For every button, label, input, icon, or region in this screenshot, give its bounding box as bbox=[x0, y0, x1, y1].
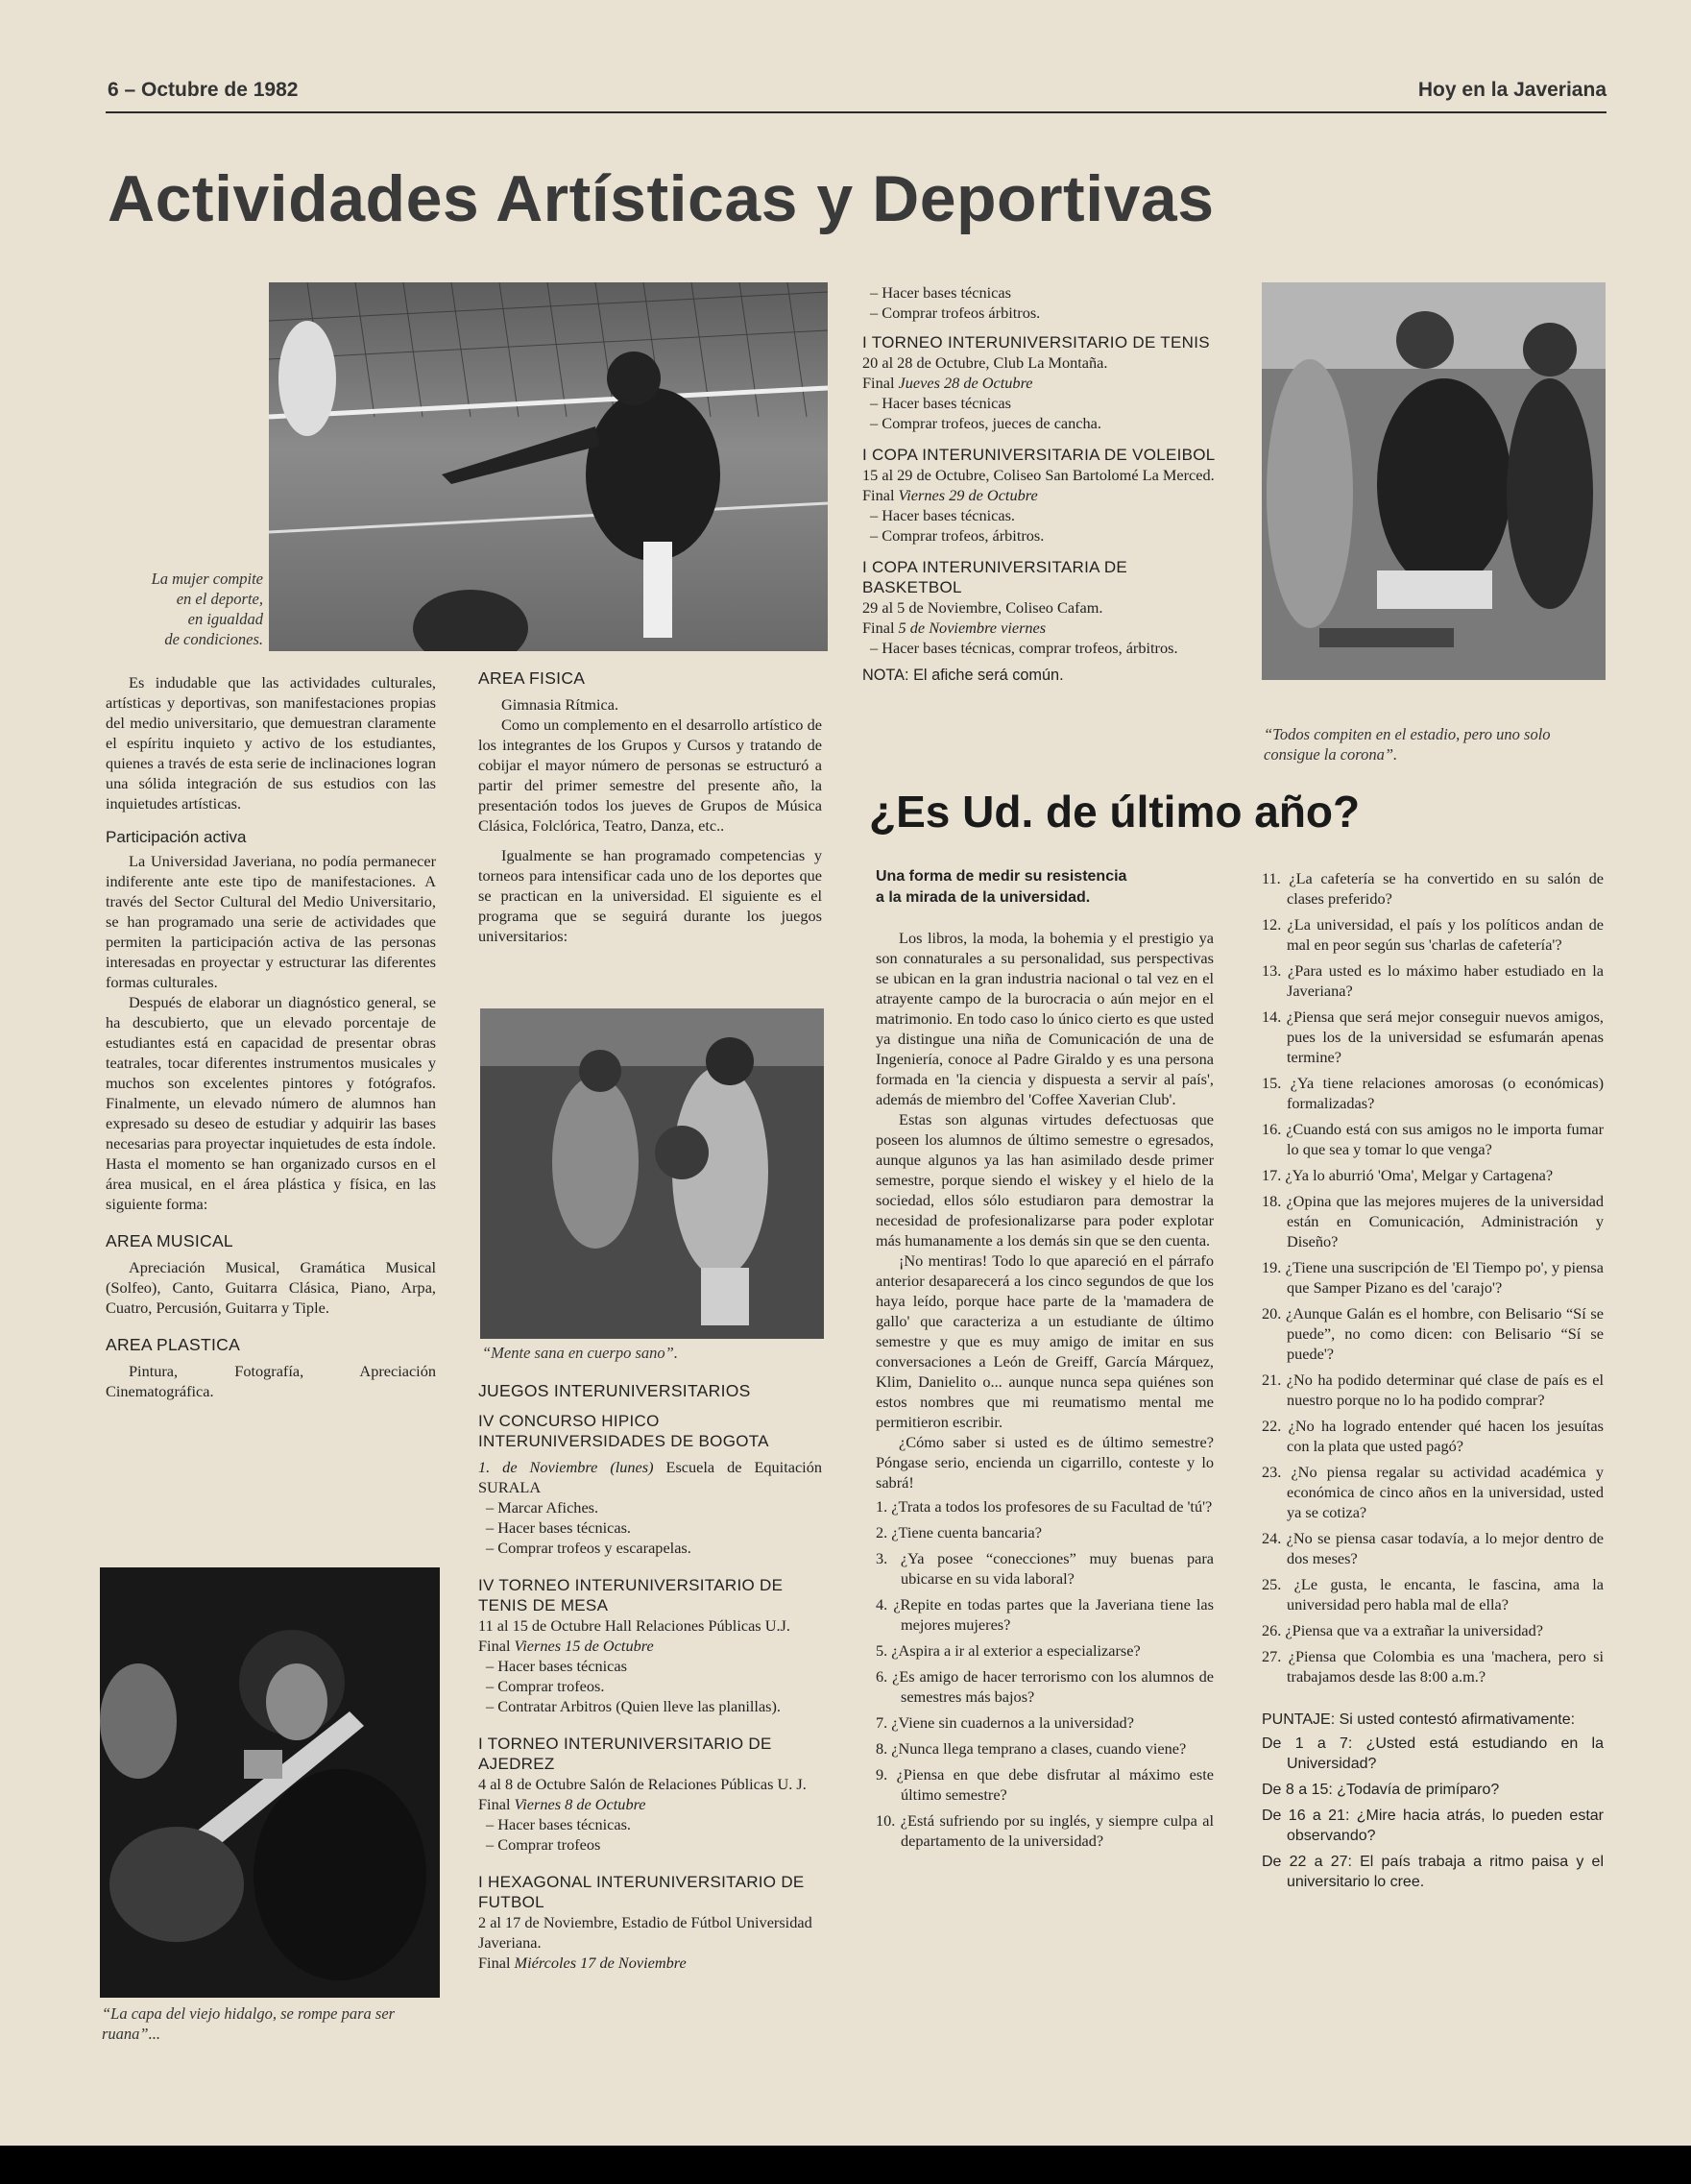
event-final bbox=[478, 1636, 822, 1656]
kicker-line: Una forma de medir su resistencia bbox=[876, 868, 1127, 885]
puntaje-title: PUNTAJE: Si usted contestó afirmativamente: bbox=[1262, 1711, 1576, 1728]
question-item: 26. ¿Piensa que va a extrañar la universidad? bbox=[1262, 1621, 1543, 1639]
event-date: 29 al 5 de Noviembre, Coliseo Cafam. bbox=[862, 598, 1103, 617]
event-item: – Hacer bases técnicas. bbox=[486, 1518, 631, 1537]
area-fisica-sub: Gimnasia Rítmica. bbox=[501, 695, 619, 714]
event-item: – Comprar trofeos, árbitros. bbox=[870, 526, 1045, 545]
volleyball-caption bbox=[113, 569, 263, 649]
area-plastica-title: AREA PLASTICA bbox=[106, 1335, 241, 1354]
question-item: 16. ¿Cuando está con sus amigos no le importa fumar lo que sea y tomar lo que venga? bbox=[1262, 1120, 1604, 1158]
event-date: 15 al 29 de Octubre, Coliseo San Bartolomé La Merced. bbox=[862, 466, 1215, 484]
guitar-photo bbox=[100, 1567, 440, 1998]
final-label: Final bbox=[478, 1795, 515, 1813]
question-item: 18. ¿Opina que las mejores mujeres de la universidad están en Comunicación, Administración y Diseño? bbox=[1262, 1192, 1604, 1250]
event-final bbox=[478, 1794, 822, 1814]
event-item: – Hacer bases técnicas bbox=[486, 1657, 627, 1675]
basketball-caption: “Mente sana en cuerpo sano”. bbox=[482, 1344, 678, 1362]
paragraph: Igualmente se han programado competencias y torneos para intensificar cada uno de los deportes que se practican en la universidad. El siguiente es el programa que se seguirá durante los juegos universitarios: bbox=[478, 846, 822, 945]
question-item: 27. ¿Piensa que Colombia es una 'machera, pero si trabajamos desde las 8:00 a.m.? bbox=[1262, 1647, 1604, 1686]
puntaje-item: De 22 a 27: El país trabaja a ritmo paisa y el universitario lo cree. bbox=[1262, 1854, 1604, 1890]
event-item: – Hacer bases técnicas, comprar trofeos, árbitros. bbox=[870, 639, 1178, 657]
question-item: 10. ¿Está sufriendo por su inglés, y siempre culpa al departamento de la universidad? bbox=[876, 1811, 1214, 1850]
paragraph: Como un complemento en el desarrollo artístico de los integrantes de los Grupos y Cursos y tratando de cobijar el mayor número de personas se estructuró a partir del primer semestre del presente año, la presentación todos los jueves de Grupos de Música Clásica, Folclórica, Teatro, Danza, etc.. bbox=[478, 716, 822, 835]
final-label: Final bbox=[478, 1953, 515, 1972]
intro-paragraph: Es indudable que las actividades culturales, artísticas y deportivas, son manifestaciones propias del medio universitario, que demuestran claramente el espíritu inquieto y activo de los estudiantes, quienes a través de esta serie de inclinaciones logran una sólida integración de sus estudios con las inquietudes artísticas. bbox=[106, 673, 436, 813]
juegos-title: JUEGOS INTERUNIVERSITARIOS bbox=[478, 1381, 751, 1400]
question-item: 19. ¿Tiene una suscripción de 'El Tiempo po', y piensa que Samper Pizano es del 'carajo'? bbox=[1262, 1258, 1604, 1297]
column-2 bbox=[478, 668, 822, 946]
question-item: 21. ¿No ha podido determinar qué clase de país es el nuestro porque no lo ha podido comprar? bbox=[1262, 1371, 1604, 1409]
event-item: – Hacer bases técnicas. bbox=[486, 1815, 631, 1833]
header-rule bbox=[106, 111, 1606, 113]
question-item: 23. ¿No piensa regalar su actividad académica y económica de cinco años en la universidad, usted ya se cotiza? bbox=[1262, 1463, 1604, 1521]
puntaje-item: De 8 a 15: ¿Todavía de primíparo? bbox=[1262, 1782, 1500, 1798]
event-final bbox=[478, 1953, 822, 1973]
ultimo-ano-headline: ¿Es Ud. de último año? bbox=[869, 787, 1361, 837]
event-item: – Hacer bases técnicas. bbox=[870, 506, 1015, 524]
final-label: Final bbox=[862, 486, 899, 504]
caption-line: en igualdad bbox=[187, 610, 263, 628]
question-item: 1. ¿Trata a todos los profesores de su Facultad de 'tú'? bbox=[876, 1497, 1213, 1516]
final-date: Jueves 28 de Octubre bbox=[898, 374, 1033, 392]
paragraph: Los libros, la moda, la bohemia y el prestigio ya son connaturales a su personalidad, sus perspectivas se ubican en la gran industria nacional o tal vez en el atrayente campo de la burocracia o aún mejor en el matrimonio. En todo caso lo único cierto es que usted ya distingue una niña de Comunicación de una de Ingeniería, conoce al Padre Giraldo y es una persona formada en 'la ciencia y dispuesta a servir al país', además de miembro del 'Coffee Xaverian Club'. bbox=[876, 929, 1214, 1108]
event-date: 11 al 15 de Octubre Hall Relaciones Públicas U.J. bbox=[478, 1616, 790, 1635]
publication-name: Hoy en la Javeriana bbox=[1417, 79, 1606, 101]
final-date: Viernes 29 de Octubre bbox=[898, 486, 1038, 504]
event-final bbox=[862, 618, 1218, 638]
question-item: 9. ¿Piensa en que debe disfrutar al máximo este último semestre? bbox=[876, 1765, 1214, 1804]
event-date-italic: 1. de Noviembre (lunes) bbox=[478, 1458, 654, 1476]
question-item: 14. ¿Piensa que será mejor conseguir nuevos amigos, pues los de la universidad se esfumarán apenas termine? bbox=[1262, 1007, 1604, 1066]
event-item: – Comprar trofeos y escarapelas. bbox=[486, 1539, 691, 1557]
question-item: 4. ¿Repite en todas partes que la Javeriana tiene las mejores mujeres? bbox=[876, 1595, 1214, 1634]
page-date-header: 6 – Octubre de 1982 bbox=[108, 79, 299, 101]
event-date-place: Escuela de Equitación SURALA bbox=[478, 1458, 822, 1496]
event-title: I TORNEO INTERUNIVERSITARIO DE TENIS bbox=[862, 333, 1210, 352]
event-date bbox=[478, 1457, 822, 1497]
guitar-caption: “La capa del viejo hidalgo, se rompe para ser ruana”... bbox=[102, 2004, 396, 2043]
column-5 bbox=[1262, 868, 1604, 1898]
area-musical-title: AREA MUSICAL bbox=[106, 1231, 233, 1250]
event-item: – Comprar trofeos bbox=[486, 1835, 601, 1854]
event-item: – Comprar trofeos, jueces de cancha. bbox=[870, 414, 1101, 432]
paragraph: Estas son algunas virtudes defectuosas que poseen los alumnos de último semestre o egresados, aunque algunos ya las han asimilado desde primer semestre, porque siendo el wiskey y el hielo de la sociedad, ellos sólo estudiaron para demostrar la necesidad de profesionalizarse para poder explotar más humanamente a los demás sin que se den cuenta. bbox=[876, 1110, 1214, 1250]
puntaje-item: De 1 a 7: ¿Usted está estudiando en la Universidad? bbox=[1262, 1735, 1604, 1772]
question-list-a bbox=[876, 1496, 1214, 1851]
question-item: 13. ¿Para usted es lo máximo haber estudiado en la Javeriana? bbox=[1262, 961, 1604, 1000]
event-item: – Marcar Afiches. bbox=[486, 1498, 599, 1517]
basketball-photo bbox=[480, 1008, 824, 1339]
event-final bbox=[862, 373, 1218, 393]
area-fisica-title: AREA FISICA bbox=[478, 668, 586, 688]
paragraph: ¡No mentiras! Todo lo que apareció en el párrafo anterior desaparecerá a los cinco segundos de que los haya leído, porque hace parte de la 'mamadera de gallo' que caracteriza a un estudiante de último semestre y que es muy amigo de imitar en sus conversaciones a León de Greiff, García Márquez, Klim, Danielito o... aunque nunca sepa quiénes son estos nombres que mi reumatismo mental me permitieron escribir. bbox=[876, 1251, 1214, 1431]
main-headline: Actividades Artísticas y Deportivas bbox=[108, 162, 1215, 235]
event-final bbox=[862, 485, 1218, 505]
question-item: 15. ¿Ya tiene relaciones amorosas (o económicas) formalizadas? bbox=[1262, 1074, 1604, 1112]
event-item: – Hacer bases técnicas bbox=[870, 394, 1011, 412]
final-label: Final bbox=[862, 619, 899, 637]
question-item: 25. ¿Le gusta, le encanta, le fascina, ama la universidad pero habla mal de ella? bbox=[1262, 1575, 1604, 1614]
runners-photo bbox=[1262, 282, 1606, 680]
volleyball-photo bbox=[269, 282, 828, 651]
question-item: 5. ¿Aspira a ir al exterior a especializarse? bbox=[876, 1641, 1141, 1660]
final-date: Viernes 15 de Octubre bbox=[514, 1637, 654, 1655]
paragraph: ¿Cómo saber si usted es de último semestre? Póngase serio, encienda un cigarrillo, conteste y lo sabrá! bbox=[876, 1433, 1214, 1492]
caption-line: en el deporte, bbox=[176, 590, 263, 608]
question-item: 24. ¿No se piensa casar todavía, a lo mejor dentro de dos meses? bbox=[1262, 1529, 1604, 1567]
event-title: I TORNEO INTERUNIVERSITARIO DE AJEDREZ bbox=[478, 1735, 772, 1773]
final-date: 5 de Noviembre viernes bbox=[898, 619, 1047, 637]
event-item: – Comprar trofeos árbitros. bbox=[870, 303, 1041, 322]
event-item: – Hacer bases técnicas bbox=[870, 283, 1011, 302]
column-3 bbox=[862, 282, 1218, 686]
column-2-events bbox=[478, 1381, 822, 1973]
caption-line: La mujer compite bbox=[151, 570, 263, 588]
subheading-participacion: Participación activa bbox=[106, 828, 247, 846]
paragraph: La Universidad Javeriana, no podía permanecer indiferente ante este tipo de manifestaciones. A través del Sector Cultural del Medio Universitario, se han programado una serie de actividades que permiten la participación activa de las personas interesadas en proyectar y estructurar las diferentes formas culturales. bbox=[106, 852, 436, 991]
event-item: – Comprar trofeos. bbox=[486, 1677, 605, 1695]
question-item: 6. ¿Es amigo de hacer terrorismo con los alumnos de semestres más bajos? bbox=[876, 1667, 1214, 1706]
runners-caption: “Todos compiten en el estadio, pero uno solo consigue la corona”. bbox=[1264, 725, 1551, 764]
event-title: I COPA INTERUNIVERSITARIA DE BASKETBOL bbox=[862, 558, 1128, 596]
final-date: Miércoles 17 de Noviembre bbox=[514, 1953, 687, 1972]
event-date: 2 al 17 de Noviembre, Estadio de Fútbol Universidad Javeriana. bbox=[478, 1913, 812, 1952]
area-plastica-text: Pintura, Fotografía, Apreciación Cinematográfica. bbox=[106, 1362, 436, 1400]
question-item: 17. ¿Ya lo aburrió 'Oma', Melgar y Cartagena? bbox=[1262, 1166, 1554, 1184]
question-item: 2. ¿Tiene cuenta bancaria? bbox=[876, 1523, 1042, 1541]
question-item: 3. ¿Ya posee “conecciones” muy buenas para ubicarse en su vida laboral? bbox=[876, 1549, 1214, 1588]
event-date: 20 al 28 de Octubre, Club La Montaña. bbox=[862, 353, 1108, 372]
question-item: 11. ¿La cafetería se ha convertido en su salón de clases preferido? bbox=[1262, 869, 1604, 908]
question-item: 12. ¿La universidad, el país y los políticos andan de mal en peor según sus 'charlas de cafetería'? bbox=[1262, 915, 1604, 954]
column-1 bbox=[106, 672, 436, 1401]
question-item: 20. ¿Aunque Galán es el hombre, con Belisario “Sí se puede”, no como dicen: con Belisario “Sí se puede'? bbox=[1262, 1304, 1604, 1363]
paragraph: Después de elaborar un diagnóstico general, se ha descubierto, que un elevado porcentaje de estudiantes está en capacidad de presentar obras teatrales, tocar diferentes instrumentos musicales y muchos son excelentes pintores y fotógrafos. Finalmente, un elevado número de alumnos han expresado su deseo de estudiar y adquirir las bases necesarias para proyectar inquietudes de esta índole. Hasta el momento se han organizado cursos en el área musical, en el área plástica y física, en las siguiente forma: bbox=[106, 993, 436, 1213]
final-label: Final bbox=[478, 1637, 515, 1655]
nota: NOTA: El afiche será común. bbox=[862, 667, 1064, 684]
event-date: 4 al 8 de Octubre Salón de Relaciones Públicas U. J. bbox=[478, 1775, 807, 1793]
area-musical-text: Apreciación Musical, Gramática Musical (Solfeo), Canto, Guitarra Clásica, Piano, Arpa, Cuatro, Percusión, Guitarra y Tiple. bbox=[106, 1258, 436, 1317]
kicker-line: a la mirada de la universidad. bbox=[876, 889, 1091, 906]
final-label: Final bbox=[862, 374, 899, 392]
question-item: 8. ¿Nunca llega temprano a clases, cuando viene? bbox=[876, 1739, 1187, 1758]
event-item: – Contratar Arbitros (Quien lleve las planillas). bbox=[486, 1697, 782, 1715]
question-item: 7. ¿Viene sin cuadernos a la universidad? bbox=[876, 1713, 1134, 1732]
caption-line: de condiciones. bbox=[164, 630, 263, 648]
event-title: IV TORNEO INTERUNIVERSITARIO DE TENIS DE MESA bbox=[478, 1576, 784, 1614]
event-title: I HEXAGONAL INTERUNIVERSITARIO DE FUTBOL bbox=[478, 1873, 805, 1911]
question-item: 22. ¿No ha logrado entender qué hacen los jesuítas con la plata que usted pagó? bbox=[1262, 1417, 1604, 1455]
event-title: IV CONCURSO HIPICO INTERUNIVERSIDADES DE BOGOTA bbox=[478, 1412, 769, 1450]
column-4 bbox=[876, 866, 1214, 1856]
puntaje-item: De 16 a 21: ¿Mire hacia atrás, lo pueden estar observando? bbox=[1262, 1808, 1604, 1844]
final-date: Viernes 8 de Octubre bbox=[514, 1795, 646, 1813]
event-title: I COPA INTERUNIVERSITARIA DE VOLEIBOL bbox=[862, 446, 1216, 464]
